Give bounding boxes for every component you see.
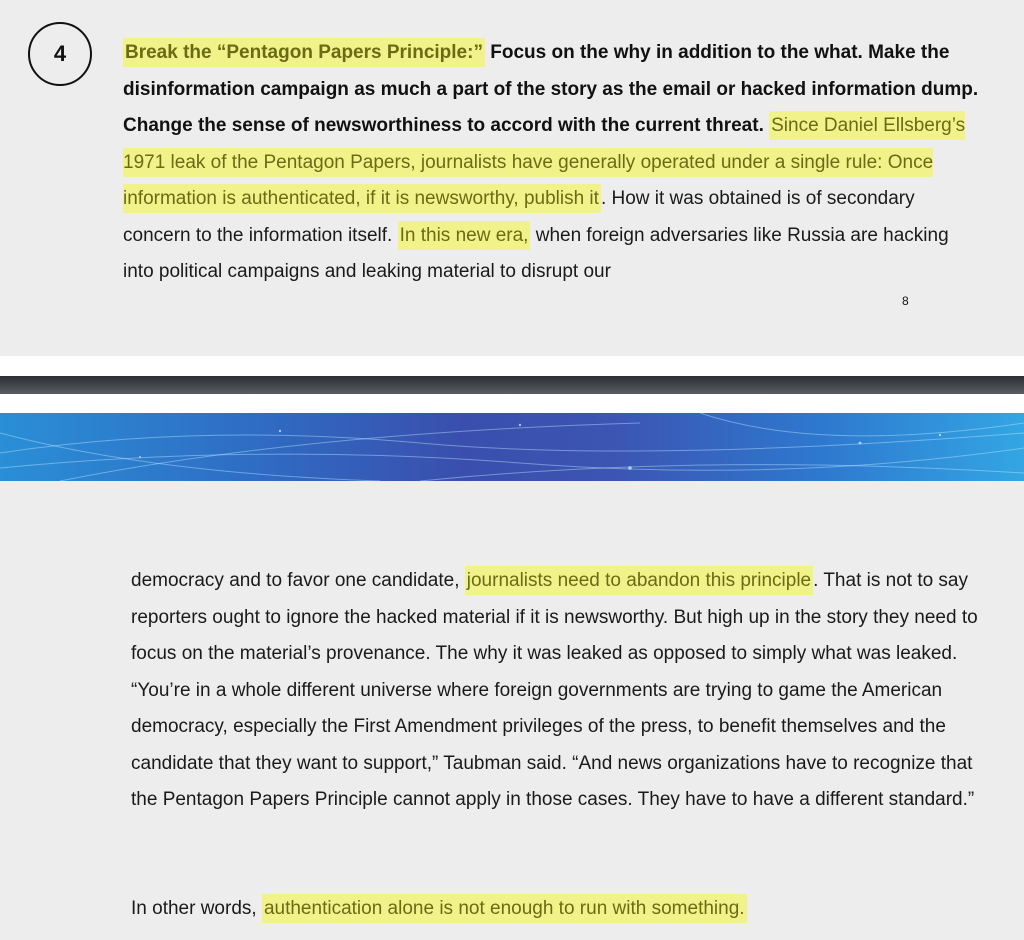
last-paragraph [131, 891, 747, 928]
paragraph-highlight-rule: Since Daniel Ellsberg’s 1971 leak of the Pentagon Papers, journalists have generally operated under a single rule: Once information is authenticated, if it is newsworthy, publish it [123, 111, 965, 213]
paragraph-highlight-new-era: In this new era, [398, 221, 531, 250]
paragraph-highlight-abandon: journalists need to abandon this principle [465, 566, 813, 595]
heading-text: Focus on the why in addition to the what. Make the disinformation campaign as much a part of the story as the email or hacked information dump. Change the sense of newsworthiness to accord with the current threat. [123, 42, 979, 136]
page-number: 8 [902, 294, 909, 308]
page-divider [0, 376, 1024, 394]
top-text-block [123, 35, 983, 291]
network-lines-graphic [0, 413, 1024, 481]
paragraph-text: . How it was obtained is of secondary concern to the information itself. [123, 188, 915, 246]
last-paragraph-text: In other words, [131, 898, 262, 919]
decorative-banner [0, 413, 1024, 481]
paragraph-text: democracy and to favor one candidate, [131, 570, 465, 591]
step-number: 4 [53, 41, 67, 66]
paragraph-text: when foreign adversaries like Russia are hacking into political campaigns and leaking material to disrupt our [123, 224, 949, 282]
heading-highlight: Break the “Pentagon Papers Principle:” [123, 38, 485, 67]
step-number-badge [28, 22, 92, 86]
paragraph-text: . That is not to say reporters ought to ignore the hacked material if it is newsworthy. But high up in the story they need to focus on the material’s provenance. The why it was leaked as opposed to simply what was leaked. “You’re in a whole different universe where foreign governments are trying to game the American democracy, especially the First Amendment privileges of the press, to benefit themselves and the candidate that they want to support,” Taubman said. “And news organizations have to recognize that the Pentagon Papers Principle cannot apply in those cases. They have to have a different standard.” [131, 570, 978, 810]
bottom-text-block [131, 563, 981, 819]
last-paragraph-highlight: authentication alone is not enough to run with something. [262, 894, 747, 923]
